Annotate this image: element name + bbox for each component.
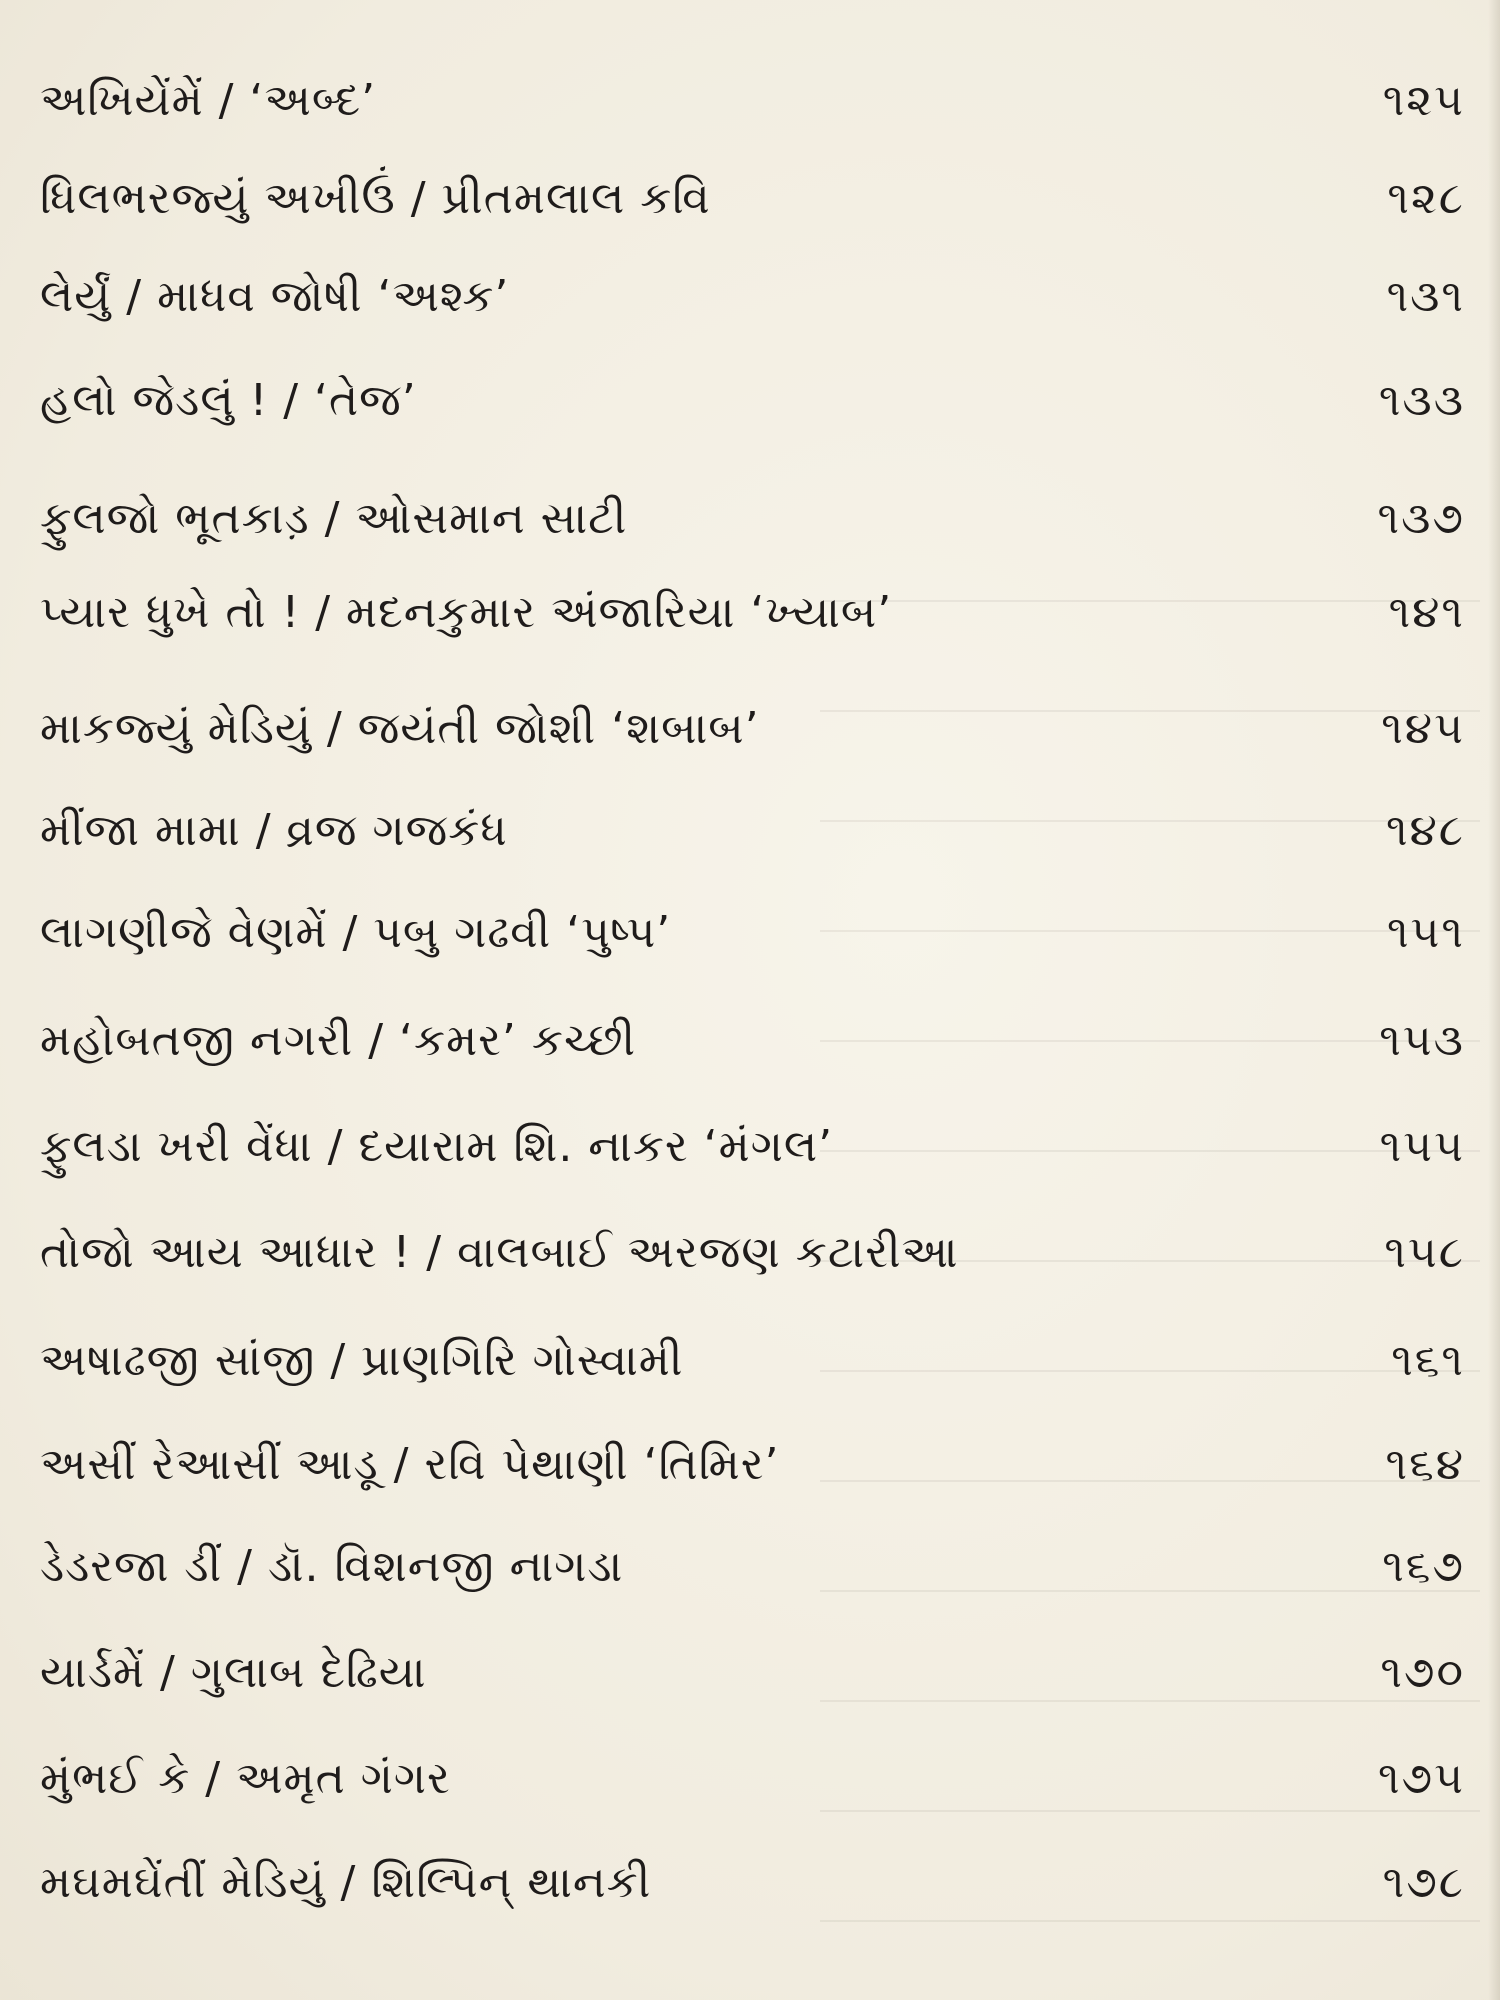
entry-page-number: ૧૩૭ xyxy=(1377,492,1465,544)
entry-title: મઘમઘેંતીં મેડિયું / શિલ્પિન્ થાનકી xyxy=(40,1856,652,1908)
entry-title: મહોબતજી નગરી / ‘કમર’ કચ્છી xyxy=(40,1014,637,1066)
entry-page-number: ૧૪૮ xyxy=(1385,804,1465,856)
entry-title: અખિયેંમેં / ‘અબ્દ’ xyxy=(40,74,377,126)
entry-page-number: ૧૭૦ xyxy=(1380,1646,1465,1698)
toc-entry xyxy=(40,1424,1465,1504)
entry-title: મીંજા મામા / વ્રજ ગજકંધ xyxy=(40,804,508,856)
entry-title: તોજો આય આધાર ! / વાલબાઈ અરજણ કટારીઆ xyxy=(40,1226,959,1278)
toc-entry xyxy=(40,892,1465,972)
entry-page-number: ૧૫૫ xyxy=(1379,1120,1465,1172)
page-edge-shadow xyxy=(1488,0,1500,2000)
toc-entry xyxy=(40,256,1465,336)
entry-page-number: ૧૭૮ xyxy=(1382,1856,1465,1908)
entry-title: પ્યાર ધુખે તો ! / મદનકુમાર અંજારિયા ‘ખ્યાબ’ xyxy=(40,586,893,638)
entry-page-number: ૧૨૫ xyxy=(1382,74,1465,126)
entry-page-number: ૧૩૩ xyxy=(1378,374,1465,426)
toc-entry xyxy=(40,1212,1465,1292)
entry-page-number: ૧૫૮ xyxy=(1384,1226,1465,1278)
entry-title: ડેડરજા ડીં / ડૉ. વિશનજી નાગડા xyxy=(40,1540,624,1592)
entry-page-number: ૧૫૧ xyxy=(1386,906,1465,958)
toc-entry xyxy=(40,1842,1465,1922)
toc-entry xyxy=(40,158,1465,238)
entry-title: માકજ્યું મેડિયું / જયંતી જોશી ‘શબાબ’ xyxy=(40,702,760,754)
toc-entry xyxy=(40,572,1465,652)
entry-title: અસીં રેઆસીં આડૂ / રવિ પેથાણી ‘તિમિર’ xyxy=(40,1438,780,1490)
toc-entry xyxy=(40,1738,1465,1818)
entry-page-number: ૧૫૩ xyxy=(1379,1014,1465,1066)
entry-page-number: ૧૬૪ xyxy=(1385,1438,1465,1490)
entry-title: હલો જેડલું ! / ‘તેજ’ xyxy=(40,374,417,426)
entry-title: ફુલજો ભૂતકાડ઼ / ઓસમાન સાટી xyxy=(40,492,628,544)
toc-entry xyxy=(40,790,1465,870)
toc-entry xyxy=(40,1106,1465,1186)
entry-title: ફુલડા ખરી વેંધા / દયારામ શિ. નાકર ‘મંગલ’ xyxy=(40,1120,834,1172)
toc-entry xyxy=(40,360,1465,440)
entry-title: અષાઢજી સાંજી / પ્રાણગિરિ ગોસ્વામી xyxy=(40,1334,684,1386)
entry-page-number: ૧૪૧ xyxy=(1388,586,1465,638)
toc-entry xyxy=(40,688,1465,768)
toc-entry xyxy=(40,478,1465,558)
entry-title: યાર્ડમેં / ગુલાબ દેઢિયા xyxy=(40,1646,427,1698)
toc-entry xyxy=(40,1000,1465,1080)
entry-page-number: ૧૬૧ xyxy=(1391,1334,1465,1386)
toc-entry xyxy=(40,1526,1465,1606)
entry-page-number: ૧૨૮ xyxy=(1387,172,1465,224)
toc-entry xyxy=(40,1632,1465,1712)
entry-title: મુંભઈ કે / અમૃત ગંગર xyxy=(40,1752,451,1804)
entry-page-number: ૧૪૫ xyxy=(1381,702,1465,754)
entry-title: ધિલભરજ્યું અખીઉં / પ્રીતમલાલ કવિ xyxy=(40,172,711,224)
entry-title: લાગણીજે વેણમેં / પબુ ગઢવી ‘પુષ્પ’ xyxy=(40,906,672,958)
entry-title: લેર્યું / માધવ જોષી ‘અશ્ક’ xyxy=(40,270,510,322)
toc-entry xyxy=(40,60,1465,140)
toc-entry xyxy=(40,1320,1465,1400)
entry-page-number: ૧૬૭ xyxy=(1382,1540,1465,1592)
entry-page-number: ૧૩૧ xyxy=(1386,270,1465,322)
entry-page-number: ૧૭૫ xyxy=(1377,1752,1465,1804)
